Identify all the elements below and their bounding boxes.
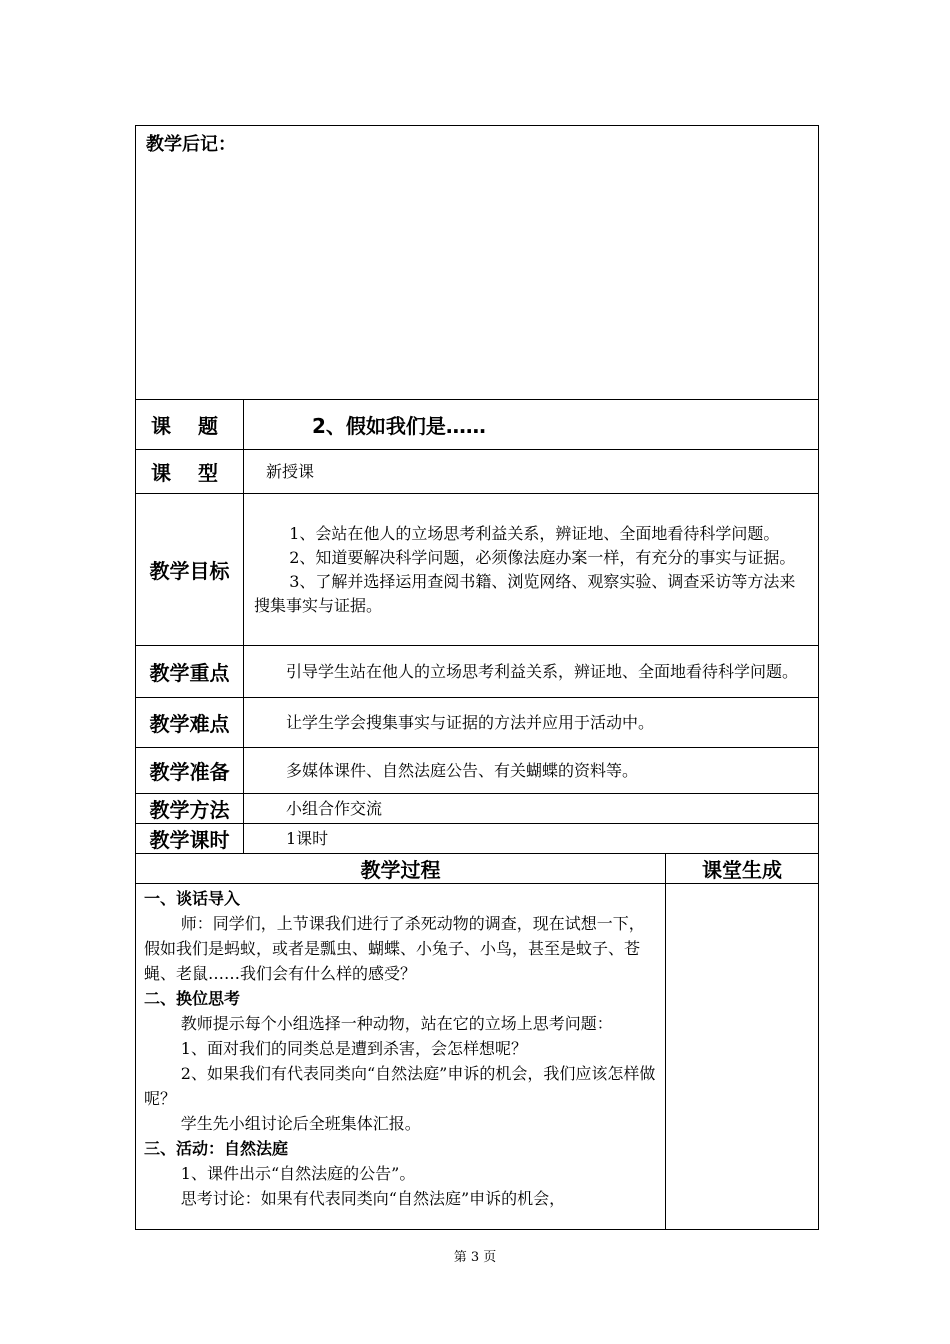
process-header: 教学过程 bbox=[136, 854, 666, 884]
process-header-row bbox=[136, 854, 819, 884]
section-title: 二、换位思考 bbox=[144, 989, 241, 1008]
paragraph: 学生先小组讨论后全班集体汇报。 bbox=[180, 1114, 421, 1133]
paragraph: 2、如果我们有代表同类向“自然法庭”申诉的机会，我们应该怎样做呢？ bbox=[144, 1064, 656, 1108]
hours-label: 教学课时 bbox=[136, 824, 244, 854]
goals-label: 教学目标 bbox=[136, 494, 244, 646]
goals-row bbox=[136, 494, 819, 646]
type-value: 新授课 bbox=[244, 450, 819, 494]
hours-value: 1课时 bbox=[244, 824, 819, 854]
goal-item: 3、了解并选择运用查阅书籍、浏览网络、观察实验、调查采访等方法来搜集事实与证据。 bbox=[254, 571, 796, 615]
page-number: 第 3 页 bbox=[453, 1250, 497, 1265]
paragraph: 1、课件出示“自然法庭的公告”。 bbox=[180, 1164, 416, 1183]
topic-value: 2、假如我们是…… bbox=[244, 400, 819, 450]
lesson-plan-table bbox=[135, 125, 819, 1230]
paragraph: 思考讨论：如果有代表同类向“自然法庭”申诉的机会， bbox=[180, 1189, 566, 1208]
key-points-row bbox=[136, 646, 819, 698]
key-points-label: 教学重点 bbox=[136, 646, 244, 698]
topic-label: 课 题 bbox=[136, 400, 244, 450]
difficulties-label: 教学难点 bbox=[136, 698, 244, 748]
difficulties-row bbox=[136, 698, 819, 748]
paragraph: 师：同学们，上节课我们进行了杀死动物的调查，现在试想一下，假如我们是蚂蚁，或者是瓢虫、蝴蝶、小兔子、小鸟，甚至是蚊子、苍蝇、老鼠……我们会有什么样的感受？ bbox=[144, 914, 645, 983]
hours-row bbox=[136, 824, 819, 854]
paragraph: 教师提示每个小组选择一种动物，站在它的立场上思考问题： bbox=[180, 1014, 613, 1033]
difficulties-value: 让学生学会搜集事实与证据的方法并应用于活动中。 bbox=[244, 698, 819, 748]
outcome-header: 课堂生成 bbox=[666, 854, 819, 884]
method-value: 小组合作交流 bbox=[244, 794, 819, 824]
goals-list bbox=[244, 494, 819, 646]
process-content bbox=[136, 884, 666, 1230]
section-title: 一、谈话导入 bbox=[144, 889, 241, 908]
preparation-row bbox=[136, 748, 819, 794]
type-row bbox=[136, 450, 819, 494]
paragraph: 1、面对我们的同类总是遭到杀害，会怎样想呢？ bbox=[180, 1039, 527, 1058]
method-label: 教学方法 bbox=[136, 794, 244, 824]
outcome-cell bbox=[666, 884, 819, 1230]
type-label: 课 型 bbox=[136, 450, 244, 494]
preparation-value: 多媒体课件、自然法庭公告、有关蝴蝶的资料等。 bbox=[244, 748, 819, 794]
topic-row bbox=[136, 400, 819, 450]
preparation-label: 教学准备 bbox=[136, 748, 244, 794]
section-title: 三、活动：自然法庭 bbox=[144, 1139, 289, 1158]
process-row bbox=[136, 884, 819, 1230]
afterword-row bbox=[136, 126, 819, 400]
afterword-label: 教学后记： bbox=[136, 126, 819, 400]
key-points-value: 引导学生站在他人的立场思考利益关系，辨证地、全面地看待科学问题。 bbox=[244, 646, 819, 698]
method-row bbox=[136, 794, 819, 824]
goal-item: 2、知道要解决科学问题，必须像法庭办案一样，有充分的事实与证据。 bbox=[289, 547, 796, 567]
goal-item: 1、会站在他人的立场思考利益关系，辨证地、全面地看待科学问题。 bbox=[289, 523, 780, 543]
